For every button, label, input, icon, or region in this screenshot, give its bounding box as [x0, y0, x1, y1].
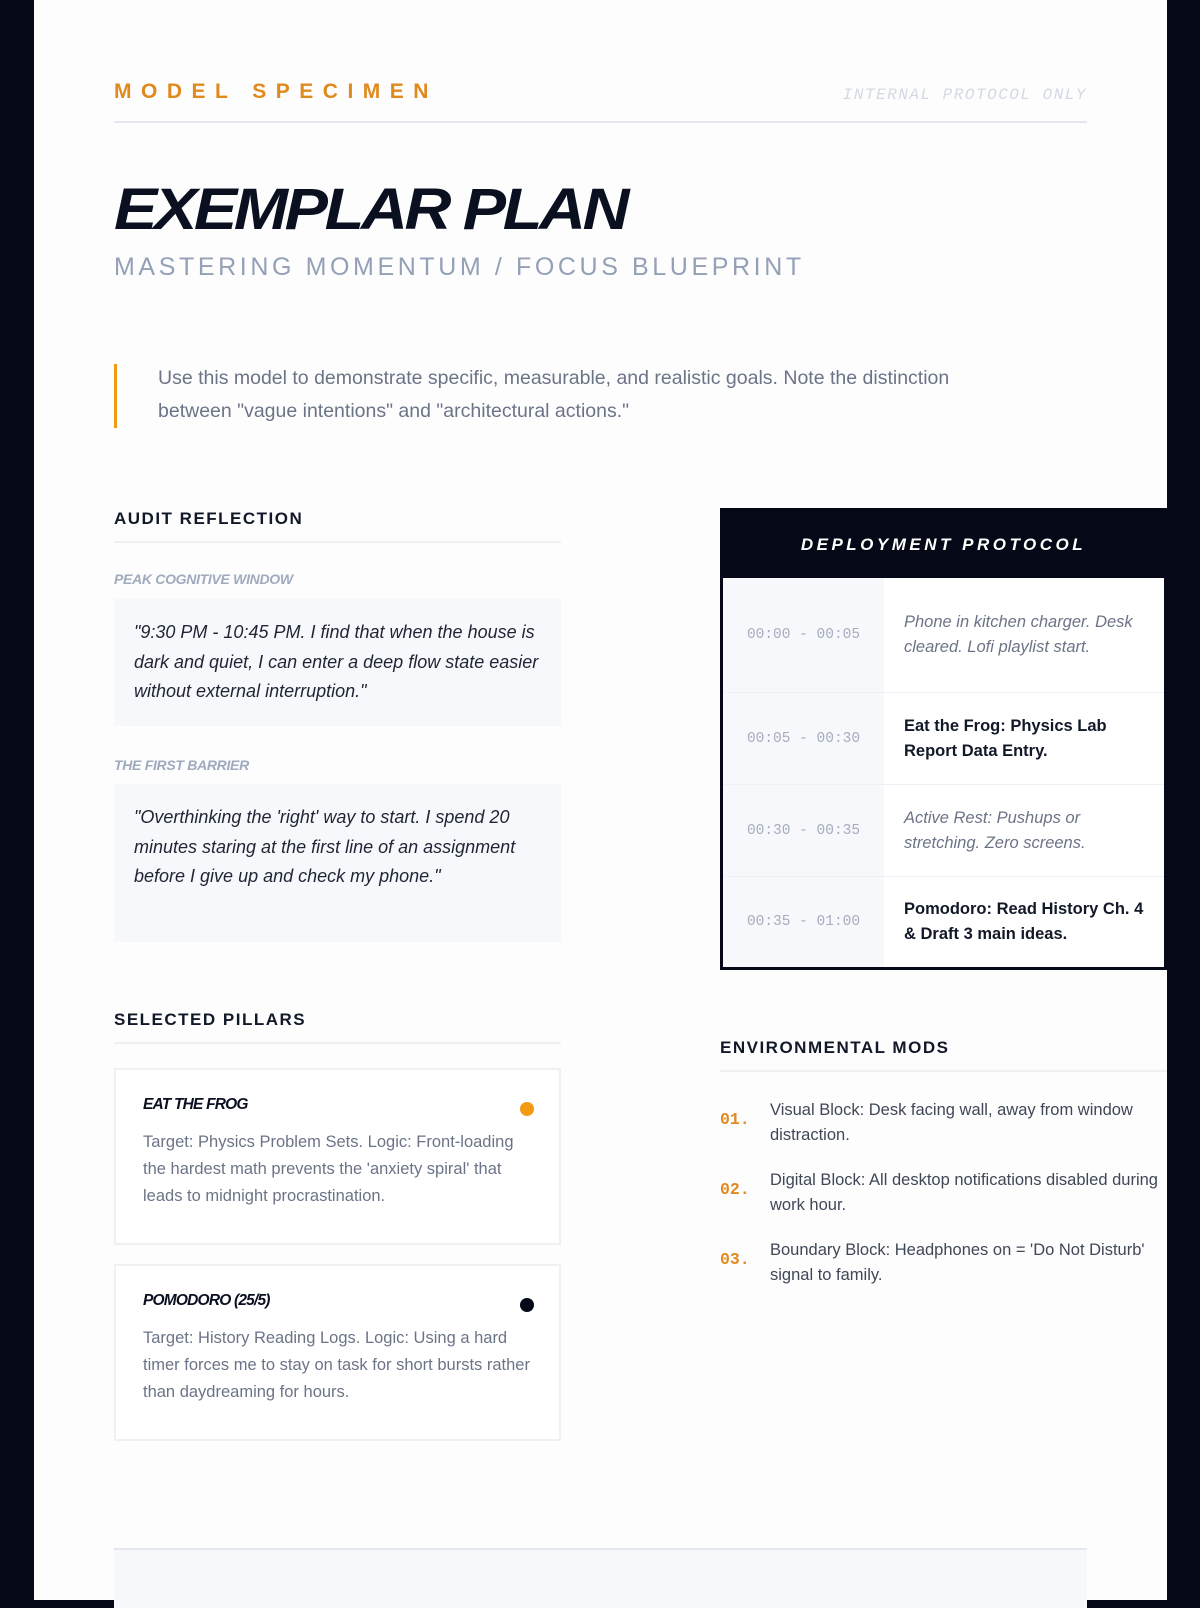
section-title: ENVIRONMENTAL MODS [720, 1038, 1167, 1072]
protocol-row [723, 877, 1164, 967]
status-dot-icon [520, 1298, 534, 1312]
time-slot: 00:30 - 00:35 [723, 785, 884, 876]
peak-window-quote: "9:30 PM - 10:45 PM. I find that when the house is dark and quiet, I can enter a deep flow state easier without external interruption." [114, 599, 561, 726]
pillar-body: Target: Physics Problem Sets. Logic: Front-loading the hardest math prevents the 'anxiety spiral' that leads to midnight procrastination. [143, 1133, 514, 1205]
item-text: Visual Block: Desk facing wall, away from window distraction. [770, 1101, 1133, 1144]
item-number: 03. [720, 1250, 750, 1269]
protocol-note: INTERNAL PROTOCOL ONLY [842, 86, 1087, 104]
callout-text: Use this model to demonstrate specific, measurable, and realistic goals. Note the distinction between "vague intentions" and "architectural actions." [158, 367, 950, 422]
peak-window-label: PEAK COGNITIVE WINDOW [114, 571, 293, 587]
pillar-title: POMODORO (25/5) [143, 1292, 270, 1309]
task-text: Phone in kitchen charger. Desk cleared. Lofi playlist start. [904, 613, 1133, 656]
first-barrier-quote: "Overthinking the 'right' way to start. I spend 20 minutes staring at the first line of an assignment before I give up and check my phone." [114, 784, 561, 942]
item-text: Boundary Block: Headphones on = 'Do Not Disturb' signal to family. [770, 1241, 1145, 1284]
specimen-page [34, 0, 1167, 1600]
protocol-title: DEPLOYMENT PROTOCOL [723, 511, 1164, 578]
intro-callout [114, 364, 1087, 428]
time-slot: 00:05 - 00:30 [723, 693, 884, 784]
page-header [114, 80, 1087, 123]
page-footer [114, 1548, 1087, 1608]
protocol-row [723, 785, 1164, 877]
brand-label: MODEL SPECIMEN [114, 80, 438, 103]
time-slot: 00:35 - 01:00 [723, 877, 884, 967]
status-dot-icon [520, 1102, 534, 1116]
first-barrier-label: THE FIRST BARRIER [114, 757, 249, 773]
task-text: Eat the Frog: Physics Lab Report Data Entry. [904, 716, 1107, 760]
task-text: Active Rest: Pushups or stretching. Zero screens. [904, 808, 1086, 852]
page-subtitle: MASTERING MOMENTUM / FOCUS BLUEPRINT [114, 253, 805, 281]
pillar-card [114, 1068, 561, 1245]
environmental-mods-section [720, 1038, 1167, 1284]
protocol-row [723, 693, 1164, 785]
audit-reflection-section [114, 509, 561, 886]
section-title: SELECTED PILLARS [114, 1010, 561, 1044]
page-title: EXEMPLAR PLAN [114, 177, 627, 242]
selected-pillars-section [114, 1010, 561, 1401]
pillar-card [114, 1264, 561, 1441]
section-title: AUDIT REFLECTION [114, 509, 561, 543]
task-text: Pomodoro: Read History Ch. 4 & Draft 3 main ideas. [904, 900, 1144, 943]
deployment-protocol-table [720, 508, 1167, 970]
item-number: 01. [720, 1110, 750, 1129]
item-number: 02. [720, 1180, 750, 1199]
pillar-body: Target: History Reading Logs. Logic: Using a hard timer forces me to stay on task for short bursts rather than daydreaming for hours. [143, 1329, 530, 1401]
protocol-row [723, 578, 1164, 693]
time-slot: 00:00 - 00:05 [723, 578, 884, 692]
item-text: Digital Block: All desktop notifications disabled during work hour. [770, 1171, 1158, 1214]
pillar-title: EAT THE FROG [143, 1096, 248, 1113]
